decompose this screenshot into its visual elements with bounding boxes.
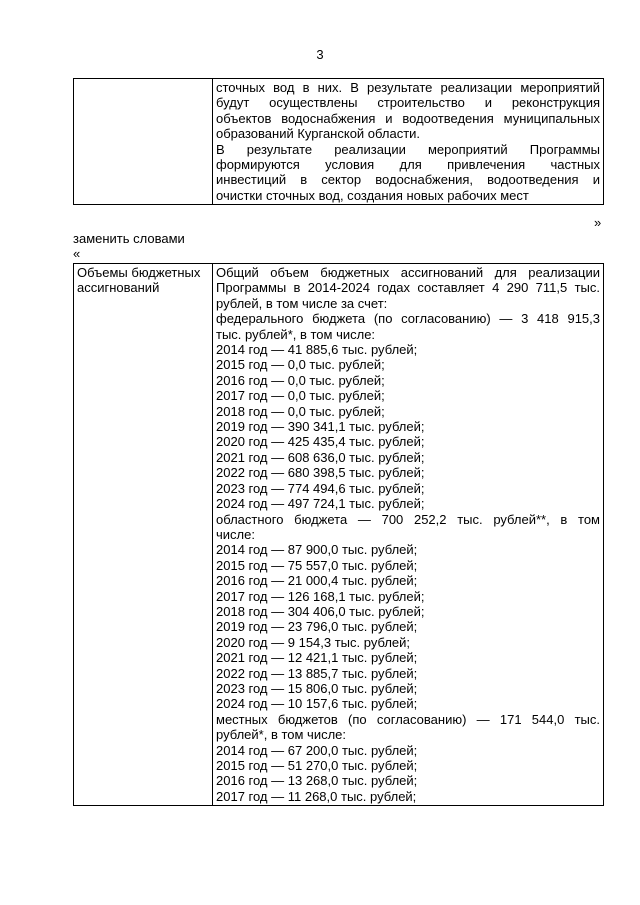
budget-table-row <box>74 264 604 806</box>
closing-quote: » <box>594 215 602 230</box>
text-line: 2020 год — 9 154,3 тыс. рублей; <box>216 634 411 650</box>
text-line: 2014 год — 87 900,0 тыс. рублей; <box>216 542 418 558</box>
text-line: 2021 год — 608 636,0 тыс. рублей; <box>216 449 425 465</box>
text-line: объектов водоснабжения и водоотведения муниципальных <box>216 110 600 126</box>
page-number: 3 <box>316 47 324 62</box>
text-line: очистки сточных вод, создания новых рабочих мест <box>216 187 529 203</box>
text-line: 2014 год — 41 885,6 тыс. рублей; <box>216 342 418 358</box>
text-line: формируются условия для привлечения частных <box>216 157 600 173</box>
top-table-row <box>74 79 604 205</box>
text-line: Общий объем бюджетных ассигнований для реализации <box>216 265 600 280</box>
top-table-text-cell <box>213 79 604 205</box>
text-line: 2023 год — 774 494,6 тыс. рублей; <box>216 480 425 496</box>
text-line: 2016 год — 0,0 тыс. рублей; <box>216 372 385 388</box>
text-line: 2017 год — 0,0 тыс. рублей; <box>216 388 385 404</box>
text-line: 2022 год — 680 398,5 тыс. рублей; <box>216 465 425 481</box>
text-line: 2018 год — 304 406,0 тыс. рублей; <box>216 603 425 619</box>
text-line: образований Курганской области. <box>216 126 421 142</box>
text-line: 2021 год — 12 421,1 тыс. рублей; <box>216 650 418 666</box>
text-line: числе: <box>216 526 255 542</box>
budget-text-cell <box>213 264 604 806</box>
text-line: 2018 год — 0,0 тыс. рублей; <box>216 403 385 419</box>
text-line: 2015 год — 75 557,0 тыс. рублей; <box>216 557 418 573</box>
replace-label: заменить словами <box>73 231 185 246</box>
budget-table <box>73 263 604 806</box>
text-line: 2019 год — 390 341,1 тыс. рублей; <box>216 419 425 435</box>
text-line: 2022 год — 13 885,7 тыс. рублей; <box>216 665 418 681</box>
top-table-empty-cell <box>74 79 213 205</box>
text-line: 2015 год — 51 270,0 тыс. рублей; <box>216 758 418 773</box>
text-line: 2016 год — 21 000,4 тыс. рублей; <box>216 573 418 589</box>
text-line: инвестиций в сектор водоснабжения, водоотведения и <box>216 172 600 188</box>
budget-label-cell: Объемы бюджетных ассигнований <box>74 264 213 806</box>
text-line: тыс. рублей*, в том числе: <box>216 326 376 342</box>
text-line: 2017 год — 11 268,0 тыс. рублей; <box>216 788 417 804</box>
text-line: федерального бюджета (по согласованию) — 3 418 915,3 <box>216 311 600 327</box>
text-line: 2015 год — 0,0 тыс. рублей; <box>216 357 385 373</box>
text-line: областного бюджета — 700 252,2 тыс. рублей**, в том <box>216 511 600 527</box>
text-line: 2017 год — 126 168,1 тыс. рублей; <box>216 588 425 604</box>
top-table <box>73 78 604 205</box>
opening-quote: « <box>73 246 81 261</box>
text-line: местных бюджетов (по согласованию) — 171 544,0 тыс. <box>216 711 600 727</box>
text-line: рублей*, в том числе: <box>216 727 347 743</box>
text-line: 2016 год — 13 268,0 тыс. рублей; <box>216 773 418 789</box>
text-line: 2019 год — 23 796,0 тыс. рублей; <box>216 619 418 635</box>
text-line: 2024 год — 10 157,6 тыс. рублей; <box>216 696 418 712</box>
text-line: Программы в 2014-2024 годах составляет 4 290 711,5 тыс. <box>216 280 600 296</box>
text-line: сточных вод в них. В результате реализации мероприятий <box>216 80 600 95</box>
text-line: будут осуществлены строительство и реконструкция <box>216 95 600 111</box>
text-line: 2014 год — 67 200,0 тыс. рублей; <box>216 742 418 758</box>
text-line: 2024 год — 497 724,1 тыс. рублей; <box>216 496 425 512</box>
text-line: рублей, в том числе за счет: <box>216 295 388 311</box>
text-line: В результате реализации мероприятий Программы <box>216 141 600 157</box>
text-line: 2020 год — 425 435,4 тыс. рублей; <box>216 434 425 450</box>
text-line: 2023 год — 15 806,0 тыс. рублей; <box>216 680 418 696</box>
